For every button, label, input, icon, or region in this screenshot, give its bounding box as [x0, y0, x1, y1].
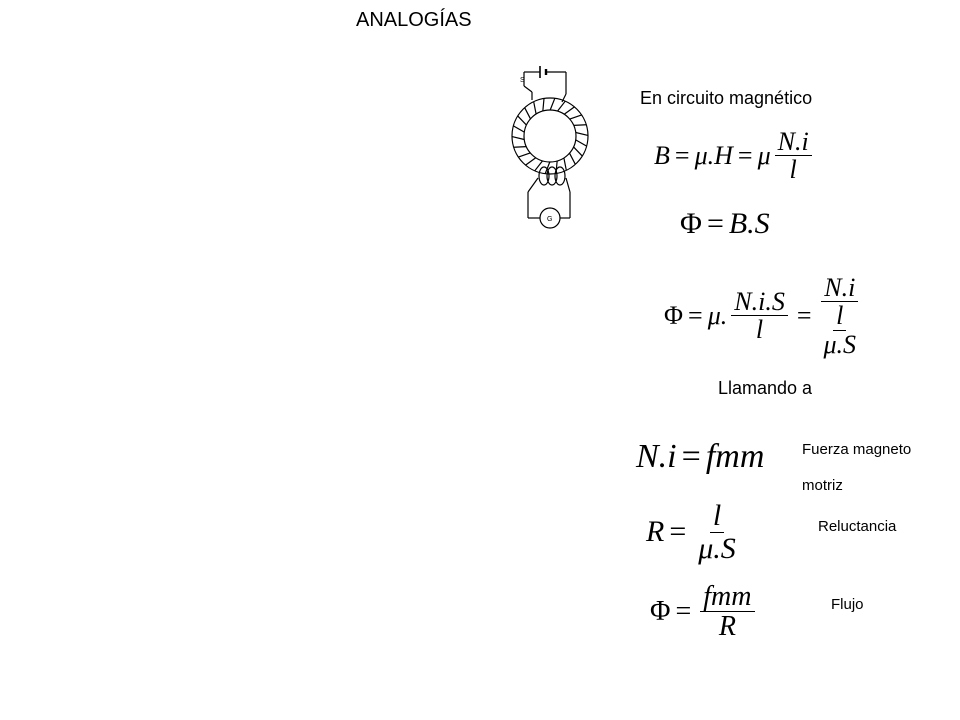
winding-turn [570, 115, 582, 119]
eq4-rhs: fmm [705, 438, 765, 475]
equation-flux-bs [680, 207, 770, 241]
flux-label: Flujo [831, 596, 864, 613]
eq3-equals-2: = [796, 300, 812, 330]
eq3-mu: μ. [707, 300, 728, 330]
winding-turn [564, 158, 566, 170]
winding-turn [574, 125, 587, 126]
winding-turn [574, 147, 583, 156]
eq1-equals-1: = [674, 140, 690, 170]
winding-turn [550, 98, 555, 110]
eq3-nested-fraction [821, 302, 860, 358]
winding-turn [512, 137, 524, 140]
eq1-mu: μ [757, 140, 771, 170]
toroid-circuit-diagram [510, 62, 600, 232]
equation-flux-expanded [664, 274, 863, 358]
eq2-equals: = [706, 207, 724, 240]
winding-turn [526, 158, 536, 165]
eq3-lhs: Φ [664, 300, 684, 330]
eq2-lhs: Φ [680, 207, 702, 240]
eq1-lhs: B [654, 140, 670, 170]
winding-turn [518, 116, 527, 125]
eq3-nested-denominator: μ.S [823, 329, 857, 359]
eq3-equals-1: = [688, 300, 703, 330]
eq6-denominator: R [718, 611, 736, 643]
eq5-equals: = [669, 515, 687, 548]
reluctance-label: Reluctancia [818, 518, 897, 535]
galvanometer-label: G [547, 216, 553, 223]
eq3-denominator-1: l [755, 315, 764, 345]
slide-title: ANALOGÍAS [356, 9, 472, 31]
eq6-lhs: Φ [650, 595, 671, 627]
eq1-numerator: N.i [775, 128, 812, 156]
equation-reluctance [646, 500, 743, 564]
winding-turn [558, 101, 566, 111]
eq1-fraction [775, 128, 812, 184]
eq5-lhs: R [646, 515, 665, 548]
winding-turn [514, 147, 527, 148]
eq6-equals: = [675, 595, 692, 627]
eq3-nested-numerator: l [833, 302, 846, 330]
eq3-numerator-1: N.i.S [731, 288, 788, 316]
eq5-fraction [695, 500, 739, 564]
eq3-fraction-1 [731, 288, 788, 344]
winding-turn [525, 108, 531, 119]
equation-flux-fmm [650, 582, 759, 642]
eq6-fraction [700, 582, 754, 642]
winding-turn [564, 107, 574, 114]
eq3-numerator-2: N.i [821, 274, 858, 302]
eq5-denominator: μ.S [698, 531, 736, 565]
winding-turn [570, 153, 576, 164]
eq1-equals-2: = [737, 140, 753, 170]
eq1-denominator: l [789, 155, 797, 185]
equation-mmf [636, 438, 764, 476]
mmf-label: Fuerza magneto motriz [802, 441, 912, 494]
eq1-mid: μ.H [694, 140, 733, 170]
winding-turn [518, 153, 530, 157]
eq4-lhs: N.i [636, 438, 677, 475]
winding-turn [543, 98, 544, 111]
eq6-numerator: fmm [700, 582, 754, 612]
winding-turn [576, 132, 588, 135]
eq2-rhs: B.S [728, 207, 770, 240]
magnetic-circuit-heading: En circuito magnético [640, 88, 813, 108]
calling-heading: Llamando a [718, 378, 813, 398]
eq5-numerator: l [710, 500, 724, 533]
winding-turn [576, 140, 587, 146]
equation-b-field [654, 128, 816, 184]
eq4-equals: = [681, 438, 701, 475]
winding-turn [534, 102, 536, 114]
switch-label: S [520, 77, 525, 84]
winding-turn [513, 126, 524, 132]
eq3-fraction-2 [821, 274, 860, 358]
